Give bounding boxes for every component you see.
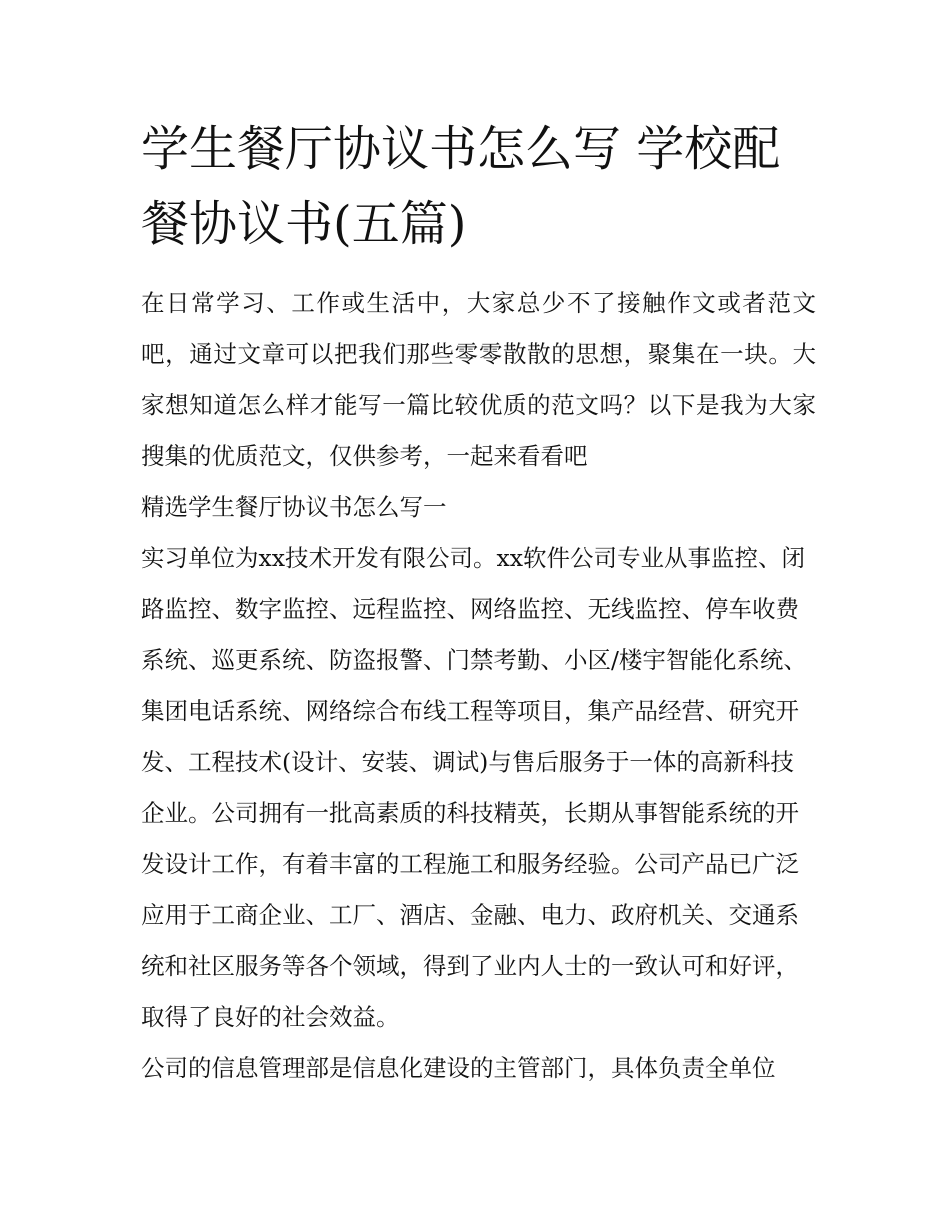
intro-paragraph: 在日常学习、工作或生活中，大家总少不了接触作文或者范文吧，通过文章可以把我们那些零零散散的思想，聚集在一块。大家想知道怎么样才能写一篇比较优质的范文吗？以下是我为大家搜集的优质范文，仅供参考，一起来看看吧 [141,289,816,470]
document-page [141,112,816,1094]
section-heading: 精选学生餐厅协议书怎么写一 [141,493,447,521]
body-paragraph-1: 实习单位为xx技术开发有限公司。xx软件公司专业从事监控、闭路监控、数字监控、远程监控、网络监控、无线监控、停车收费系统、巡更系统、防盗报警、门禁考勤、小区/楼宇智能化系统、集团电话系统、网络综合布线工程等项目，集产品经营、研究开发、工程技术(设计、安装、调试)与售后服务于一体的高新科技企业。公司拥有一批高素质的科技精英，长期从事智能系统的开发设计工作，有着丰富的工程施工和服务经验。公司产品已广泛应用于工商企业、工厂、酒店、金融、电力、政府机关、交通系统和社区服务等各个领域，得到了业内人士的一致认可和好评，取得了良好的社会效益。 [141,544,807,1031]
body-paragraph-2: 公司的信息管理部是信息化建设的主管部门，具体负责全单位 [141,1054,776,1082]
document-title: 学生餐厅协议书怎么写 学校配餐协议书(五篇) [141,121,781,252]
